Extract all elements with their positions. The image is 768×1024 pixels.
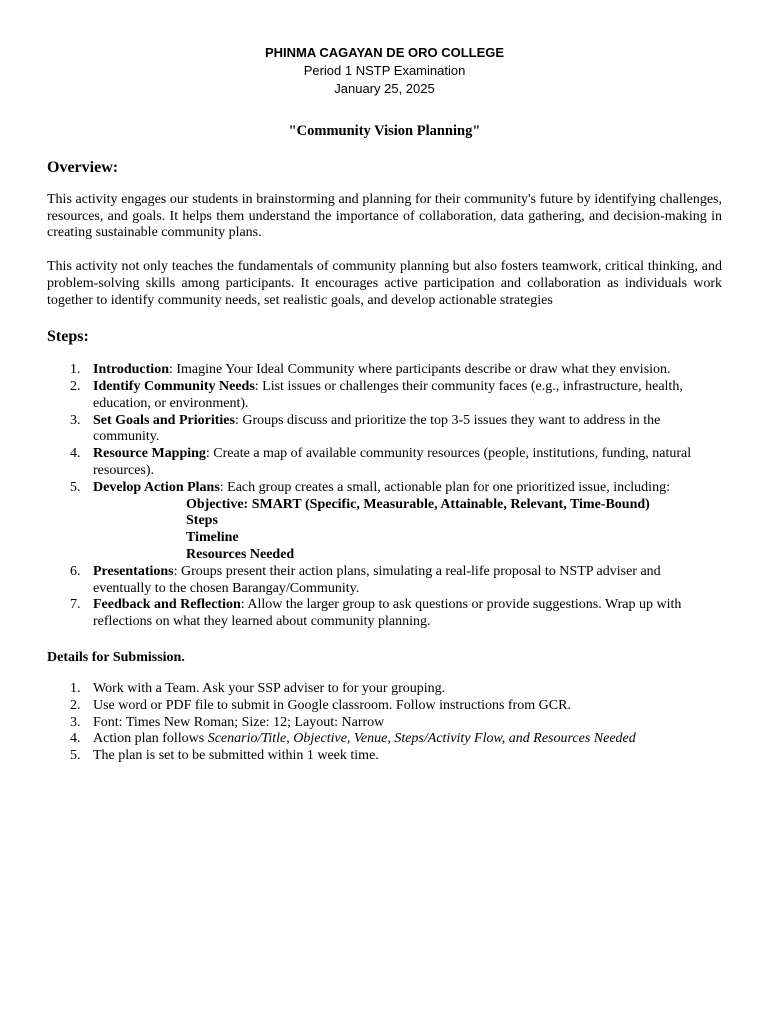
submission-text-italic: Scenario/Title, Objective, Venue, Steps/Activity Flow, and Resources Needed: [207, 731, 636, 747]
step-item: [47, 480, 722, 564]
action-plan-parts: [93, 497, 722, 564]
submission-number: 3.: [70, 714, 81, 730]
submission-text: The plan is set to be submitted within 1 week time.: [93, 748, 379, 764]
step-item: [47, 362, 722, 379]
action-plan-part: Resources Needed: [186, 546, 295, 562]
step-item: [47, 379, 722, 413]
submission-number: 1.: [70, 680, 81, 696]
submission-text: Font: Times New Roman; Size: 12; Layout: Narrow: [93, 714, 385, 730]
step-text: : Groups discuss and prioritize the top 3-5 issues they want to address in the community.: [93, 412, 661, 445]
step-text: : Allow the larger group to ask questions or provide suggestions. Wrap up with reflections on what they learned about community planning.: [93, 597, 682, 630]
step-item: [47, 446, 722, 480]
step-text: : Create a map of available community resources (people, institutions, funding, natural resources).: [93, 446, 692, 478]
action-plan-part: Steps: [186, 513, 218, 529]
submission-item: [47, 748, 722, 765]
step-term: Resource Mapping: [93, 446, 206, 462]
submission-item: [47, 681, 722, 698]
submission-text: Work with a Team. Ask your SSP adviser to for your grouping.: [93, 680, 446, 696]
action-plan-part: Objective: SMART (Specific, Measurable, Attainable, Relevant, Time-Bound): [186, 496, 650, 512]
overview-paragraph-1: This activity engages our students in brainstorming and planning for their community's future by identifying challenges, resources, and goals. It helps them understand the importance of collaboration, data gathering, and decision-making in creating sustainable community plans.: [47, 192, 722, 241]
step-number: 7.: [70, 597, 81, 613]
submission-item: [47, 715, 722, 732]
step-item: [47, 564, 722, 598]
activity-title: "Community Vision Planning": [288, 123, 481, 139]
step-number: 5.: [70, 479, 81, 495]
step-number: 3.: [70, 412, 81, 428]
step-term: Set Goals and Priorities: [93, 412, 235, 428]
step-term: Introduction: [93, 362, 169, 378]
step-number: 2.: [70, 379, 81, 395]
step-item: [47, 597, 722, 631]
step-term: Presentations: [93, 563, 174, 579]
step-number: 6.: [70, 563, 81, 579]
exam-date: January 25, 2025: [334, 81, 435, 96]
steps-list: [47, 362, 722, 631]
submission-list: [47, 681, 722, 765]
step-text: : Groups present their action plans, simulating a real-life proposal to NSTP adviser and eventually to the chosen Barangay/Community.: [93, 563, 661, 596]
college-name: PHINMA CAGAYAN DE ORO COLLEGE: [264, 45, 505, 60]
step-text: : List issues or challenges their community faces (e.g., infrastructure, health, education, or environment).: [93, 379, 683, 411]
step-term: Feedback and Reflection: [93, 597, 241, 613]
step-term: Develop Action Plans: [93, 479, 220, 495]
document-header: [47, 0, 722, 98]
submission-item: [47, 731, 722, 748]
steps-heading: Steps:: [47, 328, 89, 346]
step-number: 4.: [70, 446, 81, 462]
action-plan-part: Timeline: [186, 530, 239, 546]
submission-number: 5.: [70, 748, 81, 764]
submission-number: 4.: [70, 731, 81, 747]
overview-heading: Overview:: [47, 159, 119, 176]
step-number: 1.: [70, 362, 81, 378]
step-item: [47, 413, 722, 447]
submission-text: Use word or PDF file to submit in Google classroom. Follow instructions from GCR.: [93, 697, 571, 713]
submission-heading: Details for Submission.: [47, 649, 185, 665]
step-text: : Imagine Your Ideal Community where participants describe or draw what they envision.: [168, 362, 671, 378]
overview-paragraph-2: This activity not only teaches the fundamentals of community planning but also fosters teamwork, critical thinking, and problem-solving skills among participants. It encourages active participation and collaboration as individuals work together to identify community needs, set realistic goals, and develop actionable strategies: [47, 259, 722, 308]
submission-item: [47, 698, 722, 715]
step-term: Identify Community Needs: [93, 379, 255, 395]
submission-text: Action plan follows: [93, 731, 208, 747]
exam-period: Period 1 NSTP Examination: [303, 63, 466, 78]
step-text: : Each group creates a small, actionable plan for one prioritized issue, including:: [219, 479, 670, 495]
submission-number: 2.: [70, 697, 81, 713]
